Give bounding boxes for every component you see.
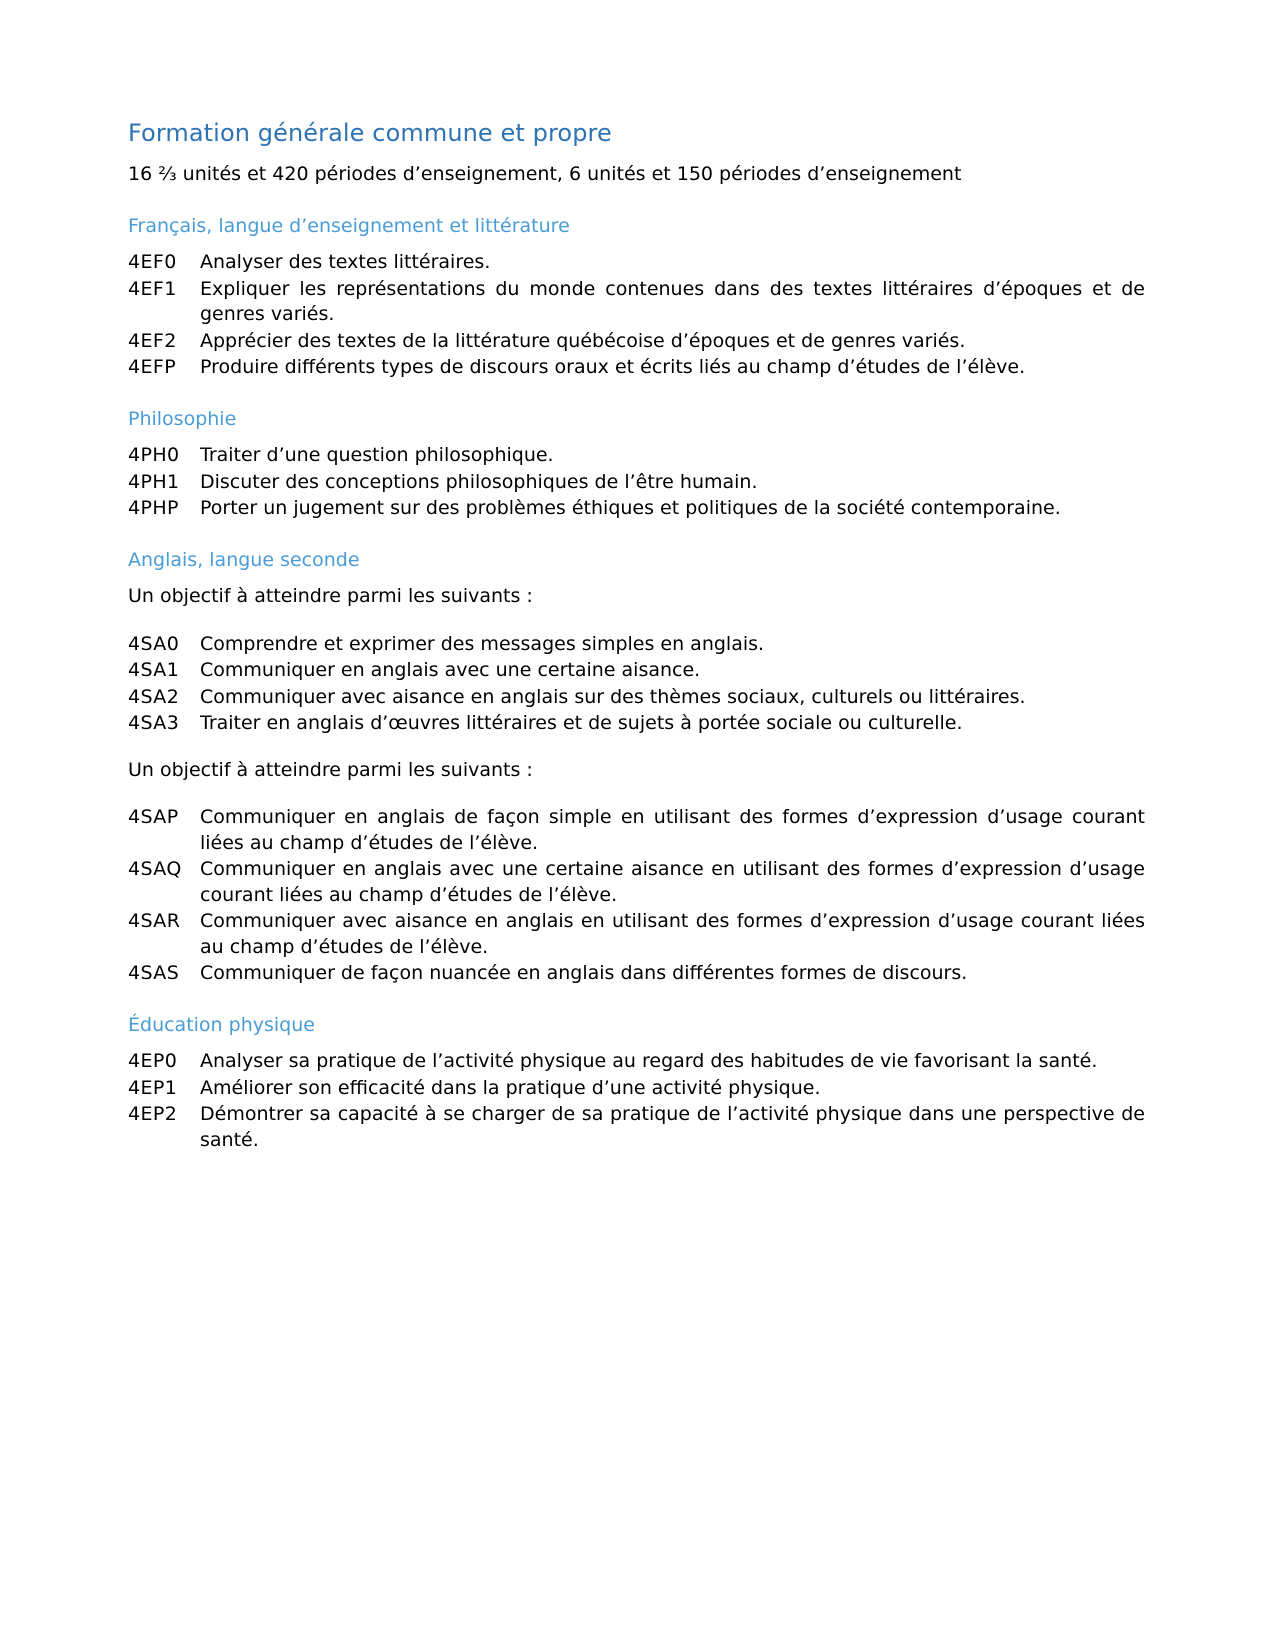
competency-code: 4SA2 xyxy=(128,685,180,708)
list-item xyxy=(128,909,1147,960)
competency-text: Comprendre et exprimer des messages simples en anglais. xyxy=(200,632,765,655)
list-item xyxy=(128,277,1147,328)
list-item xyxy=(128,250,1147,275)
competency-code: 4SAP xyxy=(128,806,179,829)
section-philosophie xyxy=(128,407,1147,522)
list-item xyxy=(128,470,1147,495)
competency-text: Expliquer les représentations du monde contenues dans des textes littéraires d’époques et de genres variés. xyxy=(200,277,1145,326)
section-intro: Un objectif à atteindre parmi les suivants : xyxy=(128,585,533,608)
list-item xyxy=(128,1076,1147,1101)
list-item xyxy=(128,961,1147,986)
list-item xyxy=(128,496,1147,521)
competency-text: Démontrer sa capacité à se charger de sa pratique de l’activité physique dans une perspective de santé. xyxy=(200,1103,1145,1151)
competency-code: 4EFP xyxy=(128,356,177,379)
competency-code: 4EF1 xyxy=(128,277,177,300)
section-heading: Philosophie xyxy=(128,407,237,430)
competency-text: Porter un jugement sur des problèmes éthiques et politiques de la société contemporaine. xyxy=(200,497,1061,520)
competency-code: 4SAS xyxy=(128,962,180,985)
competency-code: 4EF2 xyxy=(128,329,177,352)
competency-list xyxy=(128,1049,1147,1153)
section-education-physique xyxy=(128,1013,1147,1154)
competency-list xyxy=(128,632,1147,737)
competency-text: Communiquer de façon nuancée en anglais dans différentes formes de discours. xyxy=(200,962,968,985)
list-item xyxy=(128,658,1147,683)
competency-list xyxy=(128,443,1147,521)
competency-code: 4PH1 xyxy=(128,470,180,493)
competency-code: 4PHP xyxy=(128,497,179,520)
document-subtitle: 16 ⅔ unités et 420 périodes d’enseignement, 6 unités et 150 périodes d’enseignement xyxy=(128,163,962,185)
section-anglais xyxy=(128,548,1147,987)
competency-text: Traiter d’une question philosophique. xyxy=(200,444,554,467)
competency-code: 4SA0 xyxy=(128,632,180,655)
competency-code: 4EF0 xyxy=(128,251,177,274)
list-item xyxy=(128,857,1147,908)
competency-text: Analyser sa pratique de l’activité physique au regard des habitudes de vie favorisant la santé. xyxy=(200,1050,1098,1073)
competency-text: Traiter en anglais d’œuvres littéraires et de sujets à portée sociale ou culturelle. xyxy=(200,712,963,735)
competency-code: 4SA1 xyxy=(128,659,180,682)
competency-text: Communiquer en anglais avec une certaine aisance. xyxy=(200,659,701,682)
competency-code: 4EP0 xyxy=(128,1050,178,1073)
competency-text: Communiquer en anglais avec une certaine aisance en utilisant des formes d’expression d’usage courant liées au champ d’études de l’élève. xyxy=(200,858,1145,906)
competency-list xyxy=(128,250,1147,380)
competency-text: Communiquer avec aisance en anglais sur des thèmes sociaux, culturels ou littéraires. xyxy=(200,685,1026,708)
list-item xyxy=(128,1049,1147,1074)
list-item xyxy=(128,632,1147,657)
list-item xyxy=(128,805,1147,856)
list-item xyxy=(128,1102,1147,1153)
section-intro-secondary: Un objectif à atteindre parmi les suivants : xyxy=(128,758,533,781)
list-item xyxy=(128,329,1147,354)
competency-code: 4SA3 xyxy=(128,712,180,735)
list-item xyxy=(128,355,1147,380)
list-item xyxy=(128,443,1147,468)
competency-code: 4EP2 xyxy=(128,1103,178,1126)
list-item xyxy=(128,685,1147,710)
list-item xyxy=(128,711,1147,736)
competency-text: Analyser des textes littéraires. xyxy=(200,251,491,274)
section-francais xyxy=(128,214,1147,381)
competency-text: Discuter des conceptions philosophiques de l’être humain. xyxy=(200,470,758,493)
competency-text: Produire différents types de discours oraux et écrits liés au champ d’études de l’élève. xyxy=(200,356,1026,379)
competency-text: Améliorer son efficacité dans la pratique d’une activité physique. xyxy=(200,1076,821,1099)
competency-code: 4PH0 xyxy=(128,444,180,467)
competency-text: Apprécier des textes de la littérature québécoise d’époques et de genres variés. xyxy=(200,329,966,352)
competency-text: Communiquer avec aisance en anglais en utilisant des formes d’expression d’usage courant liées au champ d’études de l’élève. xyxy=(200,910,1145,958)
competency-code: 4SAQ xyxy=(128,858,182,881)
competency-text: Communiquer en anglais de façon simple en utilisant des formes d’expression d’usage courant liées au champ d’études de l’élève. xyxy=(200,806,1145,854)
competency-code: 4EP1 xyxy=(128,1076,178,1099)
page-title: Formation générale commune et propre xyxy=(128,119,612,147)
competency-code: 4SAR xyxy=(128,910,181,933)
section-heading: Anglais, langue seconde xyxy=(128,548,360,571)
section-heading: Éducation physique xyxy=(128,1013,315,1036)
competency-list-secondary xyxy=(128,805,1147,986)
section-heading: Français, langue d’enseignement et littérature xyxy=(128,214,570,237)
